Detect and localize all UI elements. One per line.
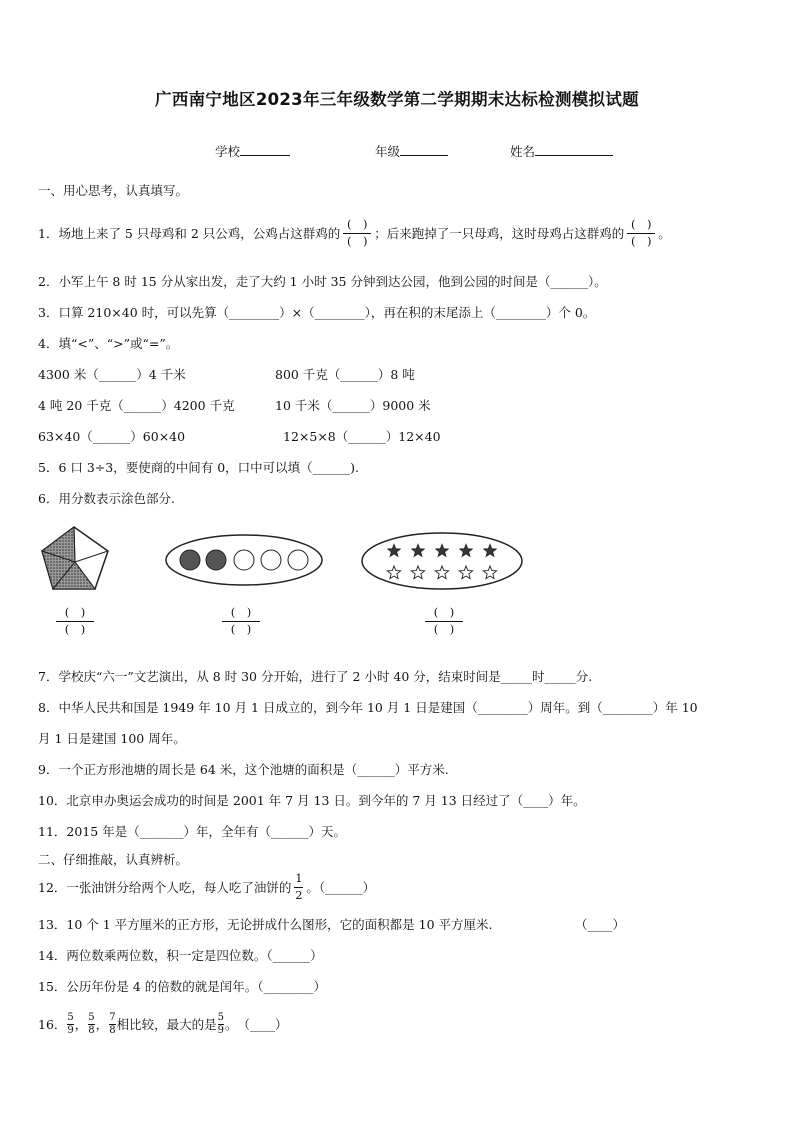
q6-answer-1[interactable] [56,607,94,635]
q16-f3-num: 7 [109,1011,116,1023]
q16-f4-num: 5 [217,1011,224,1023]
q12-text-a: 12．一张油饼分给两个人吃，每人吃了油饼的 [38,880,292,895]
question-10: 10．北京申办奥运会成功的时间是 2001 年 7 月 13 日。到今年的 7 月 13 日经过了（____）年。 [38,793,586,808]
question-8-line-2: 月 1 日是建国 100 周年。 [38,731,186,746]
circles-figure [163,532,325,588]
school-blank[interactable] [240,143,290,156]
q12-fraction [294,873,303,901]
q16-f2-den: 8 [88,1024,95,1036]
q6-answer-3[interactable] [425,607,463,635]
q1-text-c: 。 [658,226,671,241]
q6-answer-1-den: ( ) [64,621,86,636]
q16-suffix: 。 （____） [224,1017,288,1032]
question-6: 6．用分数表示涂色部分. [38,491,175,506]
q16-prefix: 16． [38,1017,67,1032]
q16-fraction-4 [218,1013,224,1036]
q1-fraction-2-num: ( ) [631,217,652,231]
q1-text-a: 1．场地上来了 5 只母鸡和 2 只公鸡，公鸡占这群鸡的 [38,226,341,241]
q1-fraction-1[interactable] [343,219,371,247]
q6-answer-2-num: ( ) [230,605,252,619]
q16-f3-den: 8 [109,1024,116,1036]
question-7: 7．学校庆“六一”文艺演出，从 8 时 30 分开始，进行了 2 小时 40 分，结束时间是_____时_____分. [38,669,593,684]
question-8-line-1: 8．中华人民共和国是 1949 年 10 月 1 日成立的，到今年 10 月 1 日是建国（________）周年。到（________）年 10 [38,700,698,715]
q16-f4-den: 9 [217,1024,224,1036]
q4-item-4: 10 千米（______）9000 米 [275,398,431,413]
q4-item-3: 4 吨 20 千克（______）4200 千克 [38,398,235,413]
question-5: 5．6 口 3÷3，要使商的中间有 0，口中可以填（______). [38,460,360,475]
q6-answer-2[interactable] [222,607,260,635]
q1-fraction-1-num: ( ) [347,217,368,231]
q4-item-5: 63×40（______）60×40 [38,429,186,444]
q12-fraction-num: 1 [295,871,303,885]
q1-fraction-2[interactable] [627,219,655,247]
school-label: 学校 [215,144,241,159]
q6-answer-1-num: ( ) [64,605,86,619]
q16-fraction-1 [67,1013,73,1036]
q12-fraction-den: 2 [295,887,303,902]
question-14: 14．两位数乘两位数，积一定是四位数。（______） [38,948,323,963]
page-title: 广西南宁地区2023年三年级数学第二学期期末达标检测模拟试题 [155,90,639,109]
q16-f2-num: 5 [88,1011,95,1023]
q1-fraction-2-den: ( ) [631,233,652,248]
question-9: 9．一个正方形池塘的周长是 64 米，这个池塘的面积是（______）平方米. [38,762,449,777]
pentagon-figure [38,522,118,597]
question-15: 15．公历年份是 4 的倍数的就是闰年。（________） [38,979,327,994]
comma: ， [95,1017,109,1032]
q16-f1-den: 9 [67,1024,74,1036]
q16-f1-num: 5 [67,1011,74,1023]
grade-blank[interactable] [400,143,448,156]
grade-field [375,142,448,160]
q16-fraction-3 [109,1013,115,1036]
q12-text-b: 。（______） [306,880,376,895]
question-1 [38,213,671,253]
question-4: 4．填“<”、“>”或“=”。 [38,336,179,351]
question-3: 3．口算 210×40 时，可以先算（________）×（________），再在积的末尾添上（________）个 0。 [38,305,596,320]
section-2-heading: 二、仔细推敲，认真辨析。 [38,852,189,867]
q4-item-1: 4300 米（______）4 千米 [38,367,186,382]
question-12 [38,872,375,902]
q1-text-b: ；后来跑掉了一只母鸡，这时母鸡占这群鸡的 [374,226,625,241]
q6-answer-2-den: ( ) [230,621,252,636]
q4-item-6: 12×5×8（______）12×40 [283,429,441,444]
school-field [215,142,290,160]
question-2: 2．小军上午 8 时 15 分从家出发，走了大约 1 小时 35 分钟到达公园，他到公园的时间是（______）。 [38,274,607,289]
name-label: 姓名 [510,144,536,159]
q4-item-2: 800 千克（______）8 吨 [275,367,415,382]
question-11: 11．2015 年是（_______）年，全年有（______）天。 [38,824,346,839]
comma: ， [74,1017,88,1032]
stars-figure [360,530,525,592]
q6-answer-3-num: ( ) [433,605,455,619]
q6-answer-3-den: ( ) [433,621,455,636]
name-blank[interactable] [535,143,613,156]
q1-fraction-1-den: ( ) [347,233,368,248]
q13-answer[interactable]: （____） [575,917,626,932]
q16-mid: 相比较，最大的是 [116,1017,217,1032]
question-13: 13．10 个 1 平方厘米的正方形，无论拼成什么图形，它的面积都是 10 平方厘米. [38,917,493,932]
question-16 [38,1008,287,1040]
section-1-heading: 一、用心思考，认真填写。 [38,183,189,198]
grade-label: 年级 [375,144,401,159]
q16-fraction-2 [88,1013,94,1036]
name-field [510,142,613,160]
